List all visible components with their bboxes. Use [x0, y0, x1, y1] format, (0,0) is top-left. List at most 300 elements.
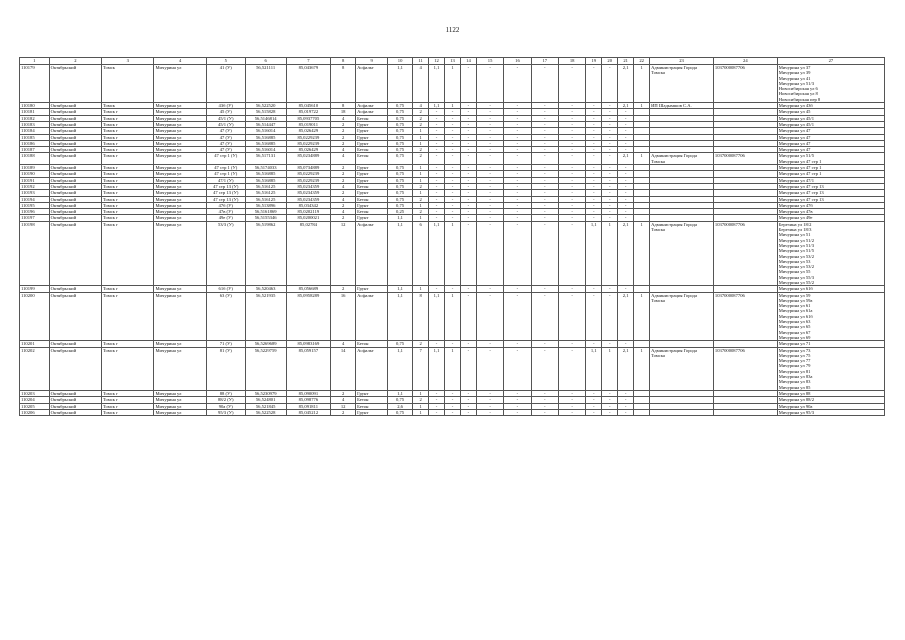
table-cell: - — [429, 190, 445, 196]
table-cell: - — [618, 190, 634, 196]
table-cell: - — [429, 202, 445, 208]
table-cell: Томск г — [102, 140, 154, 146]
table-cell: 71 (У) — [206, 341, 245, 347]
table-cell: 85,0202119 — [286, 209, 330, 215]
table-cell: Бетон — [356, 183, 388, 189]
table-cell: - — [460, 147, 476, 153]
table-cell: - — [460, 397, 476, 403]
table-cell: 1037000087706 — [713, 153, 777, 165]
address-line: Мичурина ул 41 — [778, 75, 811, 81]
table-cell: - — [460, 103, 476, 109]
table-cell: - — [504, 403, 531, 409]
table-cell: Мичурина ул — [154, 171, 206, 177]
header-row — [20, 58, 885, 65]
table-cell: - — [618, 128, 634, 134]
table-cell: 0,75 — [388, 140, 413, 146]
address-line: Мичурина ул 51/5 — [778, 248, 814, 254]
table-cell: - — [445, 183, 461, 189]
table-cell: 18 — [331, 109, 356, 115]
column-number: 17 — [531, 58, 558, 65]
table-cell: - — [558, 171, 585, 177]
table-cell: - — [476, 128, 503, 134]
address-line: Мичурина ул 47 — [778, 134, 811, 140]
address-line: Мичурина ул 63 — [778, 319, 811, 325]
table-cell: - — [558, 109, 585, 115]
table-cell: - — [429, 128, 445, 134]
table-cell: Октябрьский — [49, 286, 101, 292]
table-cell: Мичурина ул — [154, 183, 206, 189]
table-cell: Мичурина ул — [154, 65, 206, 103]
table-cell: 12 — [331, 403, 356, 409]
table-cell: 0,25 — [388, 209, 413, 215]
table-cell: 1 — [413, 140, 429, 146]
table-cell: 1 — [413, 134, 429, 140]
table-cell: - — [445, 147, 461, 153]
table-cell: - — [445, 128, 461, 134]
table-cell: 47/1 (У) — [206, 177, 245, 183]
table-cell: - — [558, 121, 585, 127]
table-cell: 0,75 — [388, 121, 413, 127]
table-cell: Мичурина ул — [154, 109, 206, 115]
table-cell: 0,75 — [388, 165, 413, 171]
table-cell: 2 — [331, 165, 356, 171]
table-cell: - — [460, 121, 476, 127]
table-cell: 56,516885 — [245, 171, 286, 177]
table-cell: Бетон — [356, 153, 388, 165]
table-cell: - — [460, 202, 476, 208]
table-cell: 1 — [445, 292, 461, 341]
table-cell: Октябрьский — [49, 165, 101, 171]
address-line: Мичурина ул 69 — [778, 334, 811, 340]
table-cell: - — [476, 65, 503, 103]
table-cell: - — [558, 215, 585, 221]
table-cell: - — [602, 65, 618, 103]
column-number: 4 — [154, 58, 206, 65]
table-cell: - — [558, 115, 585, 121]
column-number: 13 — [445, 58, 461, 65]
table-cell: 1 — [634, 65, 650, 103]
table-cell: - — [618, 165, 634, 171]
table-cell: - — [618, 390, 634, 396]
column-number: 20 — [602, 58, 618, 65]
table-cell: 110201 — [20, 341, 50, 347]
table-cell: - — [618, 409, 634, 415]
table-cell: - — [504, 292, 531, 341]
table-row — [20, 153, 885, 165]
table-cell: Томск г — [102, 183, 154, 189]
table-cell: - — [429, 147, 445, 153]
table-cell: - — [531, 147, 558, 153]
table-cell: Октябрьский — [49, 190, 101, 196]
table-cell: - — [531, 215, 558, 221]
table-cell: - — [504, 177, 531, 183]
table-cell: 56,521845 — [245, 403, 286, 409]
table-cell: - — [476, 103, 503, 109]
table-cell: - — [602, 202, 618, 208]
table-cell: Мичурина ул — [154, 190, 206, 196]
page-number: 1122 — [445, 26, 460, 34]
address-line: Мичурина ул 55/3 — [778, 274, 814, 280]
table-cell: - — [460, 341, 476, 347]
table-cell: 85,045212 — [286, 409, 330, 415]
table-cell: - — [445, 286, 461, 292]
table-cell: - — [586, 177, 602, 183]
table-cell: 2 — [413, 196, 429, 202]
table-cell: - — [618, 171, 634, 177]
table-cell: 61б (У) — [206, 286, 245, 292]
table-cell: - — [504, 196, 531, 202]
table-cell: 85,0234359 — [286, 196, 330, 202]
address-line: Мичурина ул 51/3 — [778, 242, 814, 248]
table-cell: 2 — [331, 409, 356, 415]
table-cell: - — [586, 65, 602, 103]
table-cell: Бетон — [356, 403, 388, 409]
table-cell: - — [558, 65, 585, 103]
table-cell: 4 — [331, 147, 356, 153]
table-cell: - — [460, 153, 476, 165]
table-cell: Октябрьский — [49, 147, 101, 153]
table-cell: 4 — [331, 115, 356, 121]
address-line: Мичурина ул 43б — [778, 103, 813, 109]
table-cell: 14 — [331, 347, 356, 390]
address-line: Мичурина ул 53/2 — [778, 253, 814, 259]
table-cell: 85,090091 — [286, 390, 330, 396]
table-cell: - — [476, 347, 503, 390]
table-cell: - — [618, 140, 634, 146]
table-cell: - — [476, 202, 503, 208]
table-cell: 4 — [413, 103, 429, 109]
table-cell: - — [504, 134, 531, 140]
table-row — [20, 347, 885, 390]
column-number: 5 — [206, 58, 245, 65]
table-cell: 7 — [413, 347, 429, 390]
table-cell: - — [476, 171, 503, 177]
table-cell: - — [504, 209, 531, 215]
table-cell: 56,516125 — [245, 196, 286, 202]
table-cell: Томск г — [102, 171, 154, 177]
table-cell: 85,098776 — [286, 397, 330, 403]
table-cell: - — [504, 121, 531, 127]
table-cell: 0,75 — [388, 409, 413, 415]
table-cell: Грунт — [356, 165, 388, 171]
table-cell: - — [429, 134, 445, 140]
table-cell: 85,0234359 — [286, 190, 330, 196]
table-cell: 110186 — [20, 140, 50, 146]
table-cell: Томск г — [102, 286, 154, 292]
address-line: Новосибирская ул 6 — [778, 86, 818, 92]
table-cell: Томск г — [102, 221, 154, 286]
table-cell: - — [602, 397, 618, 403]
address-line: Мичурина ул 47 стр 1 — [778, 165, 822, 171]
table-cell: 110199 — [20, 286, 50, 292]
table-cell: 85,043679 — [286, 65, 330, 103]
table-cell: 110203 — [20, 390, 50, 396]
table-cell: 0,75 — [388, 183, 413, 189]
table-cell: 1,1 — [586, 221, 602, 286]
table-cell: - — [531, 409, 558, 415]
table-cell: Мичурина ул — [154, 347, 206, 390]
table-cell: Томск г — [102, 115, 154, 121]
address-line: Новосибирская ул 8 — [778, 91, 818, 97]
table-cell: 90а (У) — [206, 403, 245, 409]
table-cell: - — [460, 140, 476, 146]
table-cell: Бетон — [356, 341, 388, 347]
table-cell: 1,1 — [388, 221, 413, 286]
table-cell: 4 — [331, 183, 356, 189]
table-cell: - — [602, 153, 618, 165]
address-list-cell — [777, 347, 884, 390]
table-cell: 110184 — [20, 128, 50, 134]
table-cell: 45/1 (У) — [206, 115, 245, 121]
table-cell: 110185 — [20, 134, 50, 140]
table-cell: - — [586, 341, 602, 347]
table-cell: - — [558, 209, 585, 215]
table-cell: - — [504, 221, 531, 286]
table-cell: 47 стр 13 (У) — [206, 183, 245, 189]
table-cell: 110181 — [20, 109, 50, 115]
column-number: 3 — [102, 58, 154, 65]
table-cell: 47 стр 1 (У) — [206, 171, 245, 177]
table-cell: Мичурина ул — [154, 397, 206, 403]
address-line: Мичурина ул 55 — [778, 269, 811, 275]
table-cell: 56,517131 — [245, 153, 286, 165]
table-cell: 47 стр 13 (У) — [206, 190, 245, 196]
table-cell: - — [531, 221, 558, 286]
address-line: Мичурина ул 65 — [778, 324, 811, 330]
address-line: Мичурина ул 61б — [778, 286, 813, 292]
table-cell: - — [504, 202, 531, 208]
table-cell: 1,1 — [586, 347, 602, 390]
address-list-cell — [777, 292, 884, 341]
table-cell: Октябрьский — [49, 65, 101, 103]
table-cell: 47 (У) — [206, 147, 245, 153]
table-cell: - — [504, 140, 531, 146]
table-cell: 2 — [413, 341, 429, 347]
table-cell: - — [476, 341, 503, 347]
address-line: Мичурина ул 75 — [778, 352, 811, 358]
table-cell: 0,75 — [388, 397, 413, 403]
table-cell: 1 — [634, 292, 650, 341]
address-line: Мичурина ул 45/1 — [778, 115, 814, 121]
registry-table — [19, 57, 885, 416]
table-cell: Томск г — [102, 397, 154, 403]
table-cell: 110197 — [20, 215, 50, 221]
table-cell: 1 — [445, 103, 461, 109]
table-cell: Томск г — [102, 153, 154, 165]
table-cell: 1037000087706 — [713, 292, 777, 341]
table-cell: Октябрьский — [49, 409, 101, 415]
column-number: 11 — [413, 58, 429, 65]
column-number: 16 — [504, 58, 531, 65]
table-cell: Грунт — [356, 177, 388, 183]
table-cell: 56,516125 — [245, 190, 286, 196]
table-cell: - — [429, 165, 445, 171]
table-cell: 45 (У) — [206, 109, 245, 115]
table-cell: - — [602, 165, 618, 171]
table-cell: Мичурина ул — [154, 153, 206, 165]
table-cell: 2 — [331, 128, 356, 134]
table-cell: - — [558, 221, 585, 286]
table-cell: 2 — [413, 115, 429, 121]
address-line: Мичурина ул 53/2 — [778, 264, 814, 270]
table-cell: 110179 — [20, 65, 50, 103]
address-line: Мичурина ул 47б — [778, 202, 813, 208]
table-cell: Томск г — [102, 292, 154, 341]
column-number: 27 — [777, 58, 884, 65]
table-cell: - — [429, 140, 445, 146]
table-cell: - — [460, 409, 476, 415]
table-cell: - — [531, 202, 558, 208]
table-cell: - — [531, 115, 558, 121]
table-cell: - — [460, 190, 476, 196]
table-cell: 2 — [331, 134, 356, 140]
address-list-cell — [777, 153, 884, 165]
table-cell: - — [558, 403, 585, 409]
table-cell: 56,516885 — [245, 134, 286, 140]
table-cell: - — [586, 286, 602, 292]
table-cell: Томск г — [102, 196, 154, 202]
table-cell: - — [460, 109, 476, 115]
table-cell: 1 — [445, 347, 461, 390]
table-cell: - — [531, 397, 558, 403]
table-cell: - — [504, 165, 531, 171]
table-cell: - — [504, 190, 531, 196]
table-cell: 2 — [331, 171, 356, 177]
table-cell: - — [460, 134, 476, 140]
table-cell: - — [531, 128, 558, 134]
table-cell: Октябрьский — [49, 215, 101, 221]
table-cell: Мичурина ул — [154, 165, 206, 171]
table-cell: Томск г — [102, 403, 154, 409]
table-cell: - — [460, 292, 476, 341]
table-cell: Октябрьский — [49, 103, 101, 109]
table-cell: Томск г — [102, 109, 154, 115]
table-cell: - — [558, 103, 585, 109]
address-line: Мичурина ул 47 — [778, 128, 811, 134]
address-line: Мичурина ул 61б — [778, 313, 813, 319]
table-cell: Октябрьский — [49, 109, 101, 115]
table-cell: - — [445, 165, 461, 171]
address-list-cell — [777, 221, 884, 286]
table-cell: 110183 — [20, 121, 50, 127]
table-cell: - — [476, 403, 503, 409]
column-number: 19 — [586, 58, 602, 65]
table-cell: 0,75 — [388, 128, 413, 134]
table-cell: Октябрьский — [49, 171, 101, 177]
table-cell: - — [445, 215, 461, 221]
address-line: Мичурина ул 53 — [778, 258, 811, 264]
table-cell: - — [558, 397, 585, 403]
address-line: Мичурина ул 85 — [778, 384, 811, 390]
table-cell: 85,019722 — [286, 109, 330, 115]
table-cell: 110192 — [20, 183, 50, 189]
table-cell: - — [429, 286, 445, 292]
table-cell: 4 — [413, 65, 429, 103]
table-cell: - — [445, 196, 461, 202]
table-cell: - — [602, 140, 618, 146]
table-cell: Мичурина ул — [154, 341, 206, 347]
table-cell: - — [586, 165, 602, 171]
table-cell: Мичурина ул — [154, 390, 206, 396]
table-cell: - — [476, 177, 503, 183]
table-cell: 1 — [413, 409, 429, 415]
table-cell: 1,1 — [388, 286, 413, 292]
table-cell: Томск г — [102, 121, 154, 127]
table-cell: Администрация Города Томска — [650, 292, 714, 341]
table-cell: - — [504, 171, 531, 177]
table-cell: 2 — [331, 202, 356, 208]
table-cell: Грунт — [356, 390, 388, 396]
table-cell: Октябрьский — [49, 202, 101, 208]
table-row — [20, 409, 885, 415]
table-cell: 12 — [331, 221, 356, 286]
table-cell: 1037000087706 — [713, 347, 777, 390]
table-cell: - — [531, 209, 558, 215]
table-cell: 110188 — [20, 153, 50, 165]
address-line: Мичурина ул 88 — [778, 390, 811, 396]
table-cell: 4 — [331, 153, 356, 165]
table-cell: - — [618, 177, 634, 183]
table-cell: - — [504, 65, 531, 103]
table-cell: 47в (У) — [206, 209, 245, 215]
table-cell: - — [531, 165, 558, 171]
table-cell: Октябрьский — [49, 183, 101, 189]
table-cell: 110187 — [20, 147, 50, 153]
table-cell: Октябрьский — [49, 196, 101, 202]
table-cell: Асфальт — [356, 109, 388, 115]
table-cell: - — [504, 109, 531, 115]
table-cell: 56,521935 — [245, 292, 286, 341]
table-cell: - — [602, 292, 618, 341]
address-line: Мичурина ул 90а — [778, 403, 813, 409]
table-cell: 2,6 — [388, 403, 413, 409]
table-cell: - — [476, 183, 503, 189]
table-cell — [713, 409, 777, 415]
table-cell: 85,056689 — [286, 286, 330, 292]
table-cell: - — [504, 183, 531, 189]
table-cell: Мичурина ул — [154, 221, 206, 286]
address-line: Мичурина ул 67 — [778, 329, 811, 335]
table-cell: Мичурина ул — [154, 209, 206, 215]
table-cell: - — [476, 115, 503, 121]
table-cell: - — [602, 103, 618, 109]
table-cell: ИП Шадымшов С.А. — [650, 103, 714, 109]
table-cell: 56,516885 — [245, 177, 286, 183]
table-cell: 85,091811 — [286, 403, 330, 409]
table-cell: 1 — [413, 390, 429, 396]
address-line: Мичурина ул 39 — [778, 70, 811, 76]
table-cell: - — [460, 221, 476, 286]
table-cell: 85,026429 — [286, 128, 330, 134]
table-cell: 1,1 — [388, 347, 413, 390]
table-cell: - — [504, 341, 531, 347]
table-cell: Октябрьский — [49, 390, 101, 396]
table-cell: Октябрьский — [49, 397, 101, 403]
table-cell: - — [586, 171, 602, 177]
table-cell: 1,1 — [429, 221, 445, 286]
table-cell: - — [504, 153, 531, 165]
table-cell: Томск г — [102, 202, 154, 208]
address-line: Мичурина ул 77 — [778, 358, 811, 364]
table-cell: - — [602, 286, 618, 292]
table-cell: - — [429, 115, 445, 121]
table-cell: Мичурина ул — [154, 292, 206, 341]
table-cell: 8 — [331, 103, 356, 109]
table-cell: - — [445, 153, 461, 165]
table-cell: 85,0229239 — [286, 134, 330, 140]
address-line: Мичурина ул 47/1 — [778, 177, 814, 183]
table-cell: - — [476, 140, 503, 146]
